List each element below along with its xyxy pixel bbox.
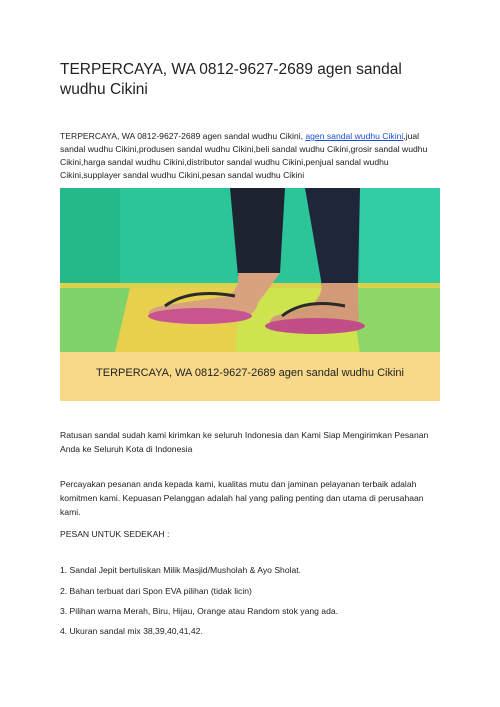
intro-paragraph <box>60 130 445 182</box>
intro-lead-text: TERPERCAYA, WA 0812-9627-2689 agen sandal wudhu Cikini, <box>60 131 306 141</box>
paragraph-commitment: Percayakan pesanan anda kepada kami, kualitas mutu dan jaminan pelayanan terbaik adalah komitmen kami. Kepuasan Pelanggan adalah hal yang paling penting dan utama di perusahaan kami. <box>60 479 424 517</box>
intro-rest-text: ,jual sandal wudhu Cikini,produsen sandal wudhu Cikini,beli sandal wudhu Cikini,grosir sandal wudhu Cikini,harga sandal wudhu Cikini,distributor sandal wudhu Cikini,penjual sandal wudhu Cikini,supplayer sandal wudhu Cikini,pesan sandal wudhu Cikini <box>60 131 428 180</box>
image-caption: TERPERCAYA, WA 0812-9627-2689 agen sandal wudhu Cikini <box>96 367 404 379</box>
image-caption-band <box>60 352 440 401</box>
list-item-4: 4. Ukuran sandal mix 38,39,40,41,42. <box>60 626 203 636</box>
list-item-3: 3. Pilihan warna Merah, Biru, Hijau, Orange atau Random stok yang ada. <box>60 606 339 616</box>
order-heading: PESAN UNTUK SEDEKAH : <box>60 529 170 539</box>
agen-sandal-link[interactable]: agen sandal wudhu Cikini <box>305 131 404 141</box>
list-item-1: 1. Sandal Jepit bertuliskan Milik Masjid/Musholah & Ayo Sholat. <box>60 565 302 575</box>
list-item-2: 2. Bahan terbuat dari Spon EVA pilihan (tidak licin) <box>60 586 252 596</box>
paragraph-shipping: Ratusan sandal sudah kami kirimkan ke seluruh Indonesia dan Kami Siap Mengirimkan Pesanan Anda ke Seluruh Kota di Indonesia <box>60 430 429 454</box>
page-title: TERPERCAYA, WA 0812-9627-2689 agen sandal wudhu Cikini <box>60 61 402 98</box>
